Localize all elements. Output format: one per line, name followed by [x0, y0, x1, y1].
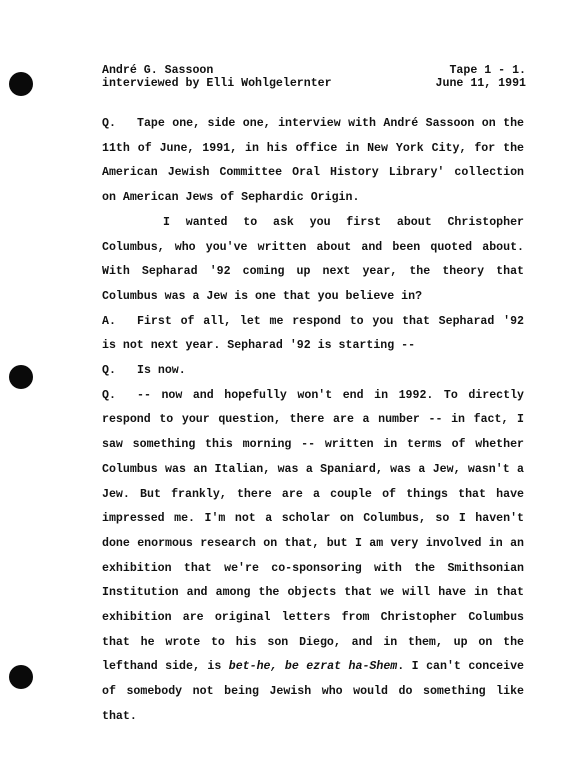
punch-hole-middle [9, 365, 33, 389]
paragraph-5 [102, 384, 524, 730]
speaker-label: Q. [102, 117, 116, 130]
paragraph-text: Tape one, side one, interview with André Sassoon on the 11th of June, 1991, in his office in New York City, for the American Jewish Committee Oral History Library' collection on American Jews of Sephardic Origin. [102, 117, 524, 205]
header-row-2 [102, 77, 526, 90]
paragraph-text-end: . I can't conceive of somebody not being Jewish who would do something like that. [102, 660, 525, 723]
punch-hole-bottom [9, 665, 33, 689]
transcript-body [102, 112, 524, 730]
interviewer-credit: interviewed by Elli Wohlgelernter [102, 77, 332, 90]
paragraph-text: I wanted to ask you first about Christopher Columbus, who you've written about and been quoted about. With Sepharad '92 coming up next year, the theory that Columbus was a Jew is one that you believe in? [102, 215, 524, 303]
speaker-label: Q. [102, 364, 116, 378]
hebrew-phrase: bet-he, be ezrat ha-Shem [228, 660, 398, 674]
speaker-label: Q. [102, 388, 116, 402]
paragraph-text: First of all, let me respond to you that Sepharad '92 is not next year. Sepharad '92 is starting -- [102, 314, 524, 353]
paragraph-text: -- now and hopefully won't end in 1992. To directly respond to your question, there are a number -- in fact, I saw something this morning -- written in terms of whether Columbus was an Italian, was a Spaniard, was a Jew, wasn't a Jew. But frankly, there are a couple of things that have impressed me. I'm not a scholar on Columbus, so I haven't done enormous research on that, but I am very involved in an exhibition that we're co-sponsoring with the Smithsonian Institution and among the objects that we will have in that exhibition are original letters from Christopher Columbus that he wrote to his son Diego, and in them, up on the lefthand side, is [102, 388, 524, 674]
tape-label: Tape 1 - 1. [449, 64, 526, 77]
transcript-header [102, 64, 526, 90]
speaker-label: A. [102, 314, 116, 328]
paragraph-2 [102, 211, 524, 310]
paragraph-4 [102, 359, 524, 384]
interview-date: June 11, 1991 [435, 77, 526, 90]
punch-hole-top [9, 72, 33, 96]
paragraph-3 [102, 310, 524, 359]
paragraph-text: Is now. [137, 364, 186, 378]
paragraph-1 [102, 112, 524, 211]
interviewee-name: André G. Sassoon [102, 64, 214, 77]
header-row-1 [102, 64, 526, 77]
